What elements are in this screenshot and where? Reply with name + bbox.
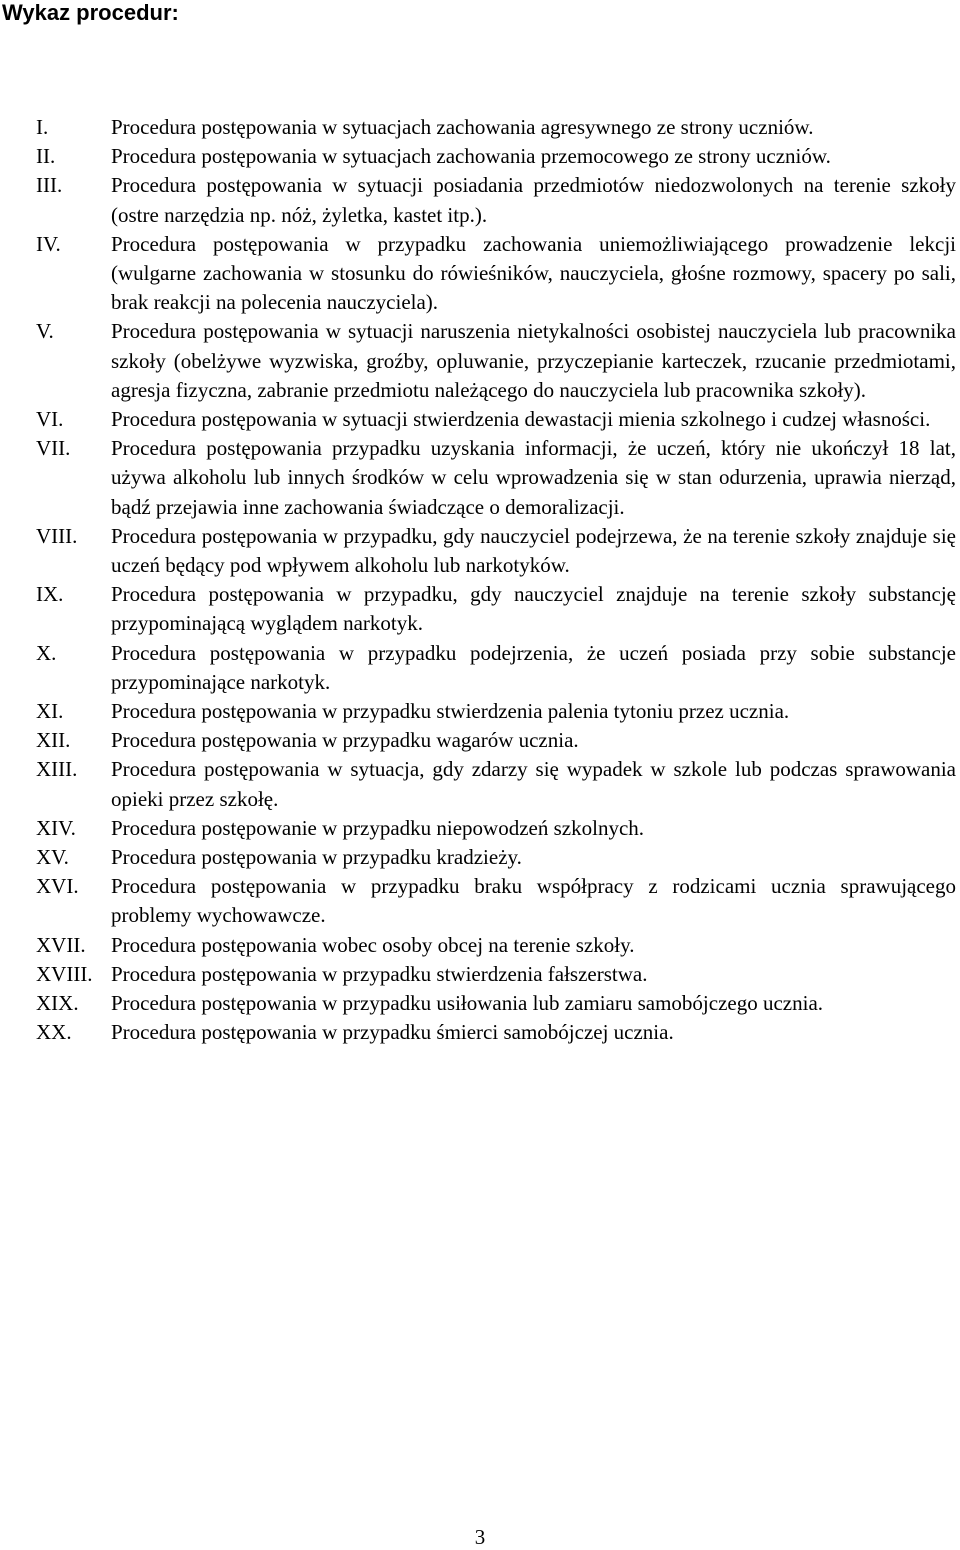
procedure-text: Procedura postępowania w sytuacjach zachowania przemocowego ze strony uczniów.	[111, 144, 831, 169]
procedure-number: IV.	[36, 231, 61, 256]
procedure-item	[36, 230, 956, 318]
procedure-item	[36, 814, 956, 843]
procedure-number: XV.	[36, 845, 69, 870]
procedure-number: VII.	[36, 436, 71, 461]
procedure-text: Procedura postępowania w przypadku podejrzenia, że uczeń posiada przy sobie substancje przypominające narkotyk.	[111, 640, 956, 694]
procedure-number: VIII.	[36, 523, 78, 548]
procedure-text: Procedura postępowania wobec osoby obcej na terenie szkoły.	[111, 932, 635, 957]
procedure-item	[36, 989, 956, 1018]
procedure-number: V.	[36, 319, 54, 344]
procedure-text: Procedura postępowania w przypadku, gdy nauczyciel znajduje na terenie szkoły substancję przypominającą wyglądem narkotyk.	[111, 582, 956, 636]
procedure-text: Procedura postępowania w sytuacji naruszenia nietykalności osobistej nauczyciela lub pracownika szkoły (obelżywe wyzwiska, groźby, opluwanie, przyczepianie karteczek, rzucanie przedmiotami, agresja fizyczna, zabranie przedmiotu należącego do nauczyciela lub pracownika szkoły).	[111, 319, 956, 402]
procedure-text: Procedura postępowania w przypadku kradzieży.	[111, 845, 522, 870]
procedure-item	[36, 434, 956, 522]
procedure-number: X.	[36, 640, 57, 665]
procedure-number: IX.	[36, 582, 64, 607]
procedure-text: Procedura postępowania w przypadku braku współpracy z rodzicami ucznia sprawującego problemy wychowawcze.	[111, 874, 956, 928]
procedure-number: XVII.	[36, 932, 86, 957]
procedure-text: Procedura postępowania w sytuacji stwierdzenia dewastacji mienia szkolnego i cudzej własności.	[111, 407, 931, 432]
procedure-number: XIII.	[36, 757, 78, 782]
procedure-text: Procedura postępowania w sytuacja, gdy zdarzy się wypadek w szkole lub podczas sprawowania opieki przez szkołę.	[111, 757, 956, 811]
procedure-item	[36, 697, 956, 726]
procedure-text: Procedura postępowania w sytuacjach zachowania agresywnego ze strony uczniów.	[111, 115, 814, 139]
procedure-item	[36, 171, 956, 229]
procedure-text: Procedura postępowania w przypadku stwierdzenia palenia tytoniu przez ucznia.	[111, 699, 790, 724]
procedure-text: Procedura postępowania w przypadku stwierdzenia fałszerstwa.	[111, 961, 648, 986]
procedure-item	[36, 639, 956, 697]
procedure-number: VI.	[36, 407, 64, 432]
procedure-item	[36, 317, 956, 405]
procedure-number: I.	[36, 115, 49, 139]
procedure-item	[36, 931, 956, 960]
procedure-number: XII.	[36, 728, 71, 753]
procedure-text: Procedura postępowania w przypadku zachowania uniemożliwiającego prowadzenie lekcji (wulgarne zachowania w stosunku do rówieśników, nauczyciela, głośne rozmowy, spacery po sali, brak reakcji na polecenia nauczyciela).	[111, 231, 956, 315]
procedure-item	[36, 960, 956, 989]
procedure-number: XVI.	[36, 874, 79, 899]
procedure-item	[36, 755, 956, 813]
procedure-number: XI.	[36, 699, 64, 724]
procedure-list	[36, 113, 956, 1048]
procedure-text: Procedura postępowania przypadku uzyskania informacji, że uczeń, który nie ukończył 18 lat, używa alkoholu lub innych środków w celu wprowadzenia się w stan odurzenia, uprawia nierząd, bądź przejawia inne zachowania świadczące o demoralizacji.	[111, 436, 956, 519]
procedure-item	[36, 726, 956, 755]
document-title: Wykaz procedur:	[2, 0, 179, 25]
page-number: 3	[474, 1525, 486, 1549]
procedure-text: Procedura postępowania w przypadku usiłowania lub zamiaru samobójczego ucznia.	[111, 991, 824, 1016]
procedure-item	[36, 580, 956, 638]
procedure-item	[36, 522, 956, 580]
procedure-item	[36, 843, 956, 872]
procedure-number: XIV.	[36, 815, 76, 840]
procedure-item	[36, 142, 956, 171]
procedure-item	[36, 1018, 956, 1047]
procedure-item	[36, 405, 956, 434]
procedure-item	[36, 113, 956, 142]
procedure-text: Procedura postępowania w przypadku wagarów ucznia.	[111, 728, 579, 753]
procedure-number: XX.	[36, 1020, 72, 1045]
procedure-number: XIX.	[36, 991, 79, 1016]
procedure-text: Procedura postępowania w przypadku, gdy nauczyciel podejrzewa, że na terenie szkoły znajduje się uczeń będący pod wpływem alkoholu lub narkotyków.	[111, 523, 956, 578]
procedure-number: XVIII.	[36, 961, 93, 986]
procedure-text: Procedura postępowania w sytuacji posiadania przedmiotów niedozwolonych na terenie szkoły (ostre narzędzia np. nóż, żyletka, kastet itp.).	[111, 173, 956, 227]
procedure-text: Procedura postępowanie w przypadku niepowodzeń szkolnych.	[111, 815, 645, 840]
procedure-text: Procedura postępowania w przypadku śmierci samobójczej ucznia.	[111, 1020, 674, 1045]
procedure-number: III.	[36, 173, 63, 198]
procedure-item	[36, 872, 956, 930]
procedure-number: II.	[36, 144, 56, 169]
